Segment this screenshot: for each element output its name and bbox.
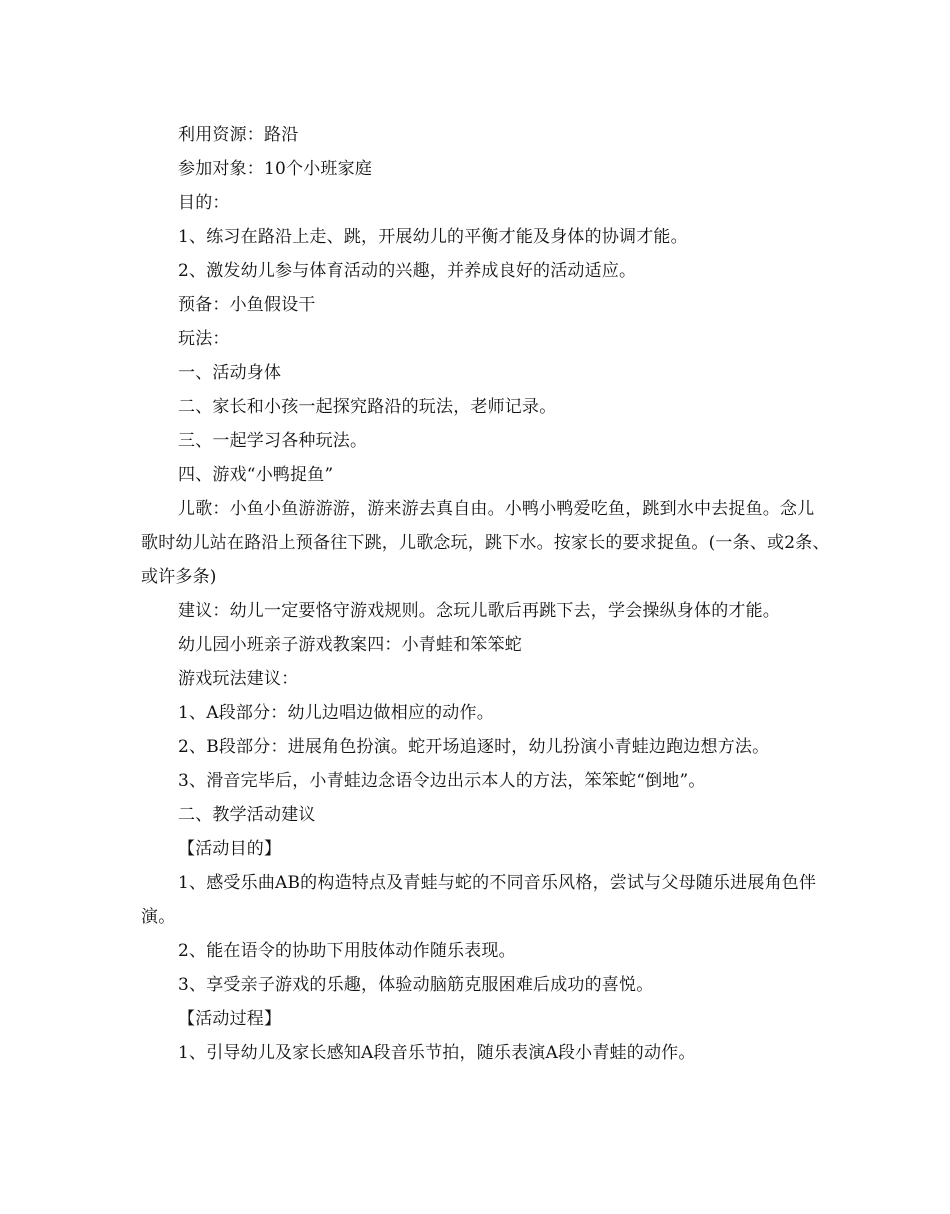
paragraph: 1、A段部分：幼儿边唱边做相应的动作。 xyxy=(178,703,494,723)
paragraph: 2、能在语令的协助下用肢体动作随乐表现。 xyxy=(178,941,516,961)
paragraph: 2、B段部分：进展角色扮演。蛇开场追逐时，幼儿扮演小青蛙边跑边想方法。 xyxy=(178,737,770,757)
paragraph: 利用资源：路沿 xyxy=(178,125,299,145)
paragraph: 3、享受亲子游戏的乐趣，体验动脑筋克服困难后成功的喜悦。 xyxy=(178,975,654,995)
paragraph: 【活动过程】 xyxy=(178,1009,282,1029)
paragraph: 玩法： xyxy=(178,329,230,349)
paragraph: 一、活动身体 xyxy=(178,363,282,383)
paragraph: 四、游戏“小鸭捉鱼” xyxy=(178,465,334,485)
paragraph: 1、感受乐曲AB的构造特点及青蛙与蛇的不同音乐风格，尝试与父母随乐进展角色伴演。 xyxy=(141,873,817,927)
paragraph: 建议：幼儿一定要恪守游戏规则。念玩儿歌后再跳下去，学会操纵身体的才能。 xyxy=(178,601,780,621)
paragraph: 预备：小鱼假设干 xyxy=(178,295,316,315)
paragraph: 1、引导幼儿及家长感知A段音乐节拍，随乐表演A段小青蛙的动作。 xyxy=(178,1043,696,1063)
paragraph: 参加对象：10个小班家庭 xyxy=(178,159,373,179)
paragraph: 目的： xyxy=(178,193,230,213)
document-body xyxy=(141,118,831,1070)
paragraph: 【活动目的】 xyxy=(178,839,282,859)
paragraph: 2、激发幼儿参与体育活动的兴趣，并养成良好的活动适应。 xyxy=(178,261,637,281)
paragraph: 儿歌：小鱼小鱼游游游，游来游去真自由。小鸭小鸭爱吃鱼，跳到水中去捉鱼。念儿歌时幼儿站在路沿上预备往下跳，儿歌念玩，跳下水。按家长的要求捉鱼。(一条、或2条、或许多条) xyxy=(141,499,830,587)
paragraph: 二、家长和小孩一起探究路沿的玩法，老师记录。 xyxy=(178,397,557,417)
paragraph: 二、教学活动建议 xyxy=(178,805,316,825)
paragraph: 三、一起学习各种玩法。 xyxy=(178,431,368,451)
paragraph: 3、滑音完毕后，小青蛙边念语令边出示本人的方法，笨笨蛇“倒地”。 xyxy=(178,771,706,791)
paragraph: 幼儿园小班亲子游戏教案四：小青蛙和笨笨蛇 xyxy=(178,635,522,655)
paragraph: 1、练习在路沿上走、跳，开展幼儿的平衡才能及身体的协调才能。 xyxy=(178,227,688,247)
paragraph: 游戏玩法建议： xyxy=(178,669,299,689)
